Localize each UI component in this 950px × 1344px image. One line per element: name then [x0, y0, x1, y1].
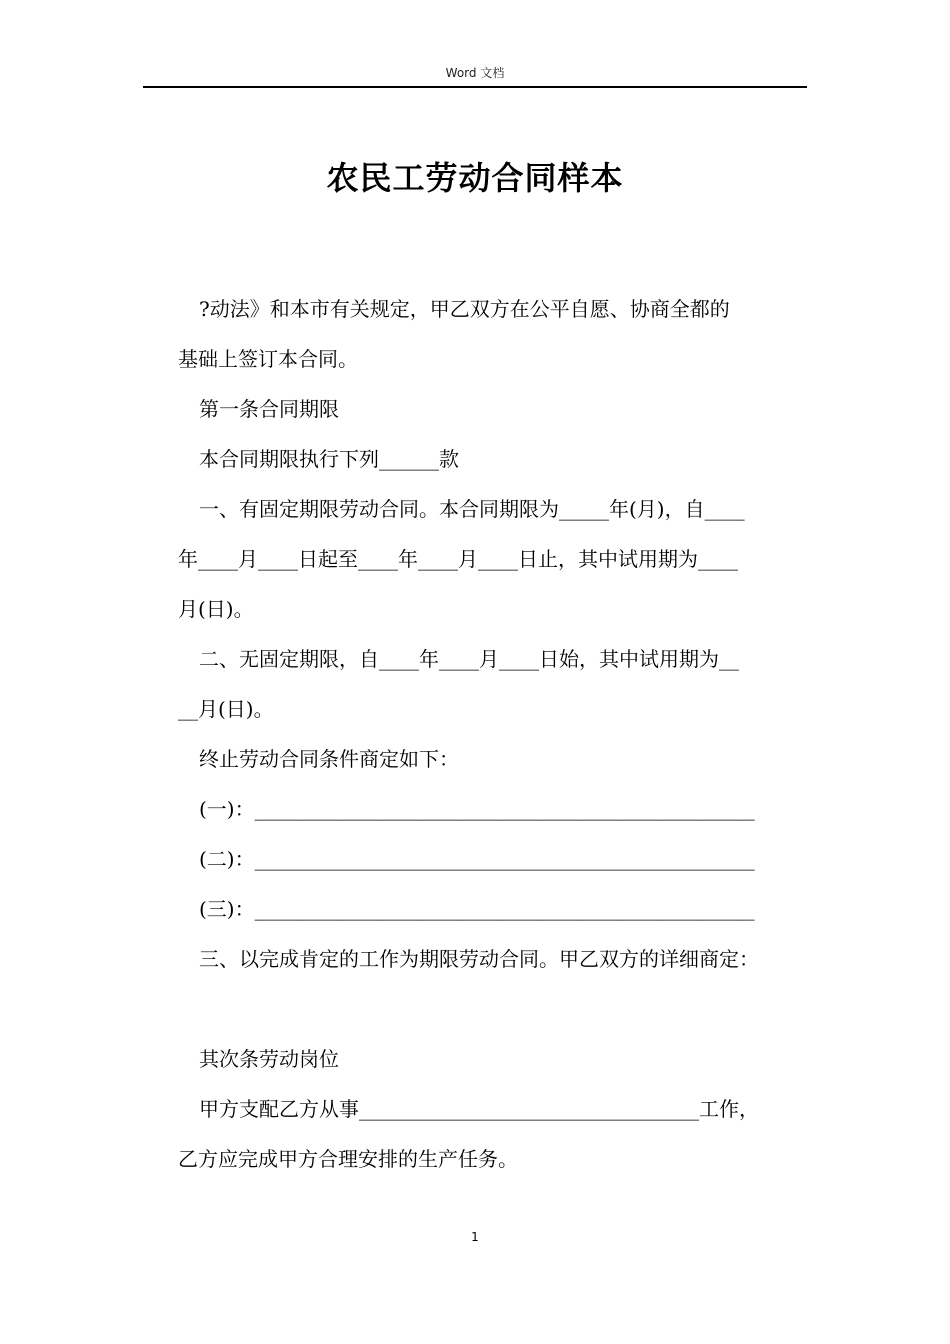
paragraph-fixed-term-3: 月(日)。	[178, 597, 254, 621]
paragraph-intro-2: 基础上签订本合同。	[178, 347, 358, 371]
article-one-heading: 第一条合同期限	[199, 397, 339, 421]
paragraph-job-assignment-1: 甲方支配乙方从事__________________________________工作，	[199, 1097, 759, 1121]
condition-line-3: (三)：__________________________________________________	[199, 897, 755, 921]
paragraph-intro-1: ?动法》和本市有关规定，甲乙双方在公平自愿、协商全都的	[199, 297, 730, 321]
header-divider	[143, 86, 807, 88]
page-number: 1	[471, 1230, 479, 1244]
paragraph-task-based-term: 三、以完成肯定的工作为期限劳动合同。甲乙双方的详细商定：	[199, 947, 759, 971]
article-two-heading: 其次条劳动岗位	[199, 1047, 339, 1071]
page-header: Word 文档	[445, 66, 505, 80]
document-title: 农民工劳动合同样本	[326, 159, 624, 197]
condition-line-1: (一)：__________________________________________________	[199, 797, 755, 821]
paragraph-job-assignment-2: 乙方应完成甲方合理安排的生产任务。	[178, 1147, 518, 1171]
paragraph-fixed-term-1: 一、有固定期限劳动合同。本合同期限为_____年(月)，自____	[199, 497, 745, 521]
paragraph-term-option: 本合同期限执行下列______款	[199, 447, 459, 471]
blank-line	[178, 984, 810, 1034]
document-body	[178, 284, 810, 1184]
paragraph-open-term-2: __月(日)。	[178, 697, 274, 721]
paragraph-open-term-1: 二、无固定期限，自____年____月____日始，其中试用期为__	[199, 647, 739, 671]
paragraph-termination-conditions: 终止劳动合同条件商定如下：	[199, 747, 459, 771]
paragraph-fixed-term-2: 年____月____日起至____年____月____日止，其中试用期为____	[178, 547, 738, 571]
condition-line-2: (二)：__________________________________________________	[199, 847, 755, 871]
